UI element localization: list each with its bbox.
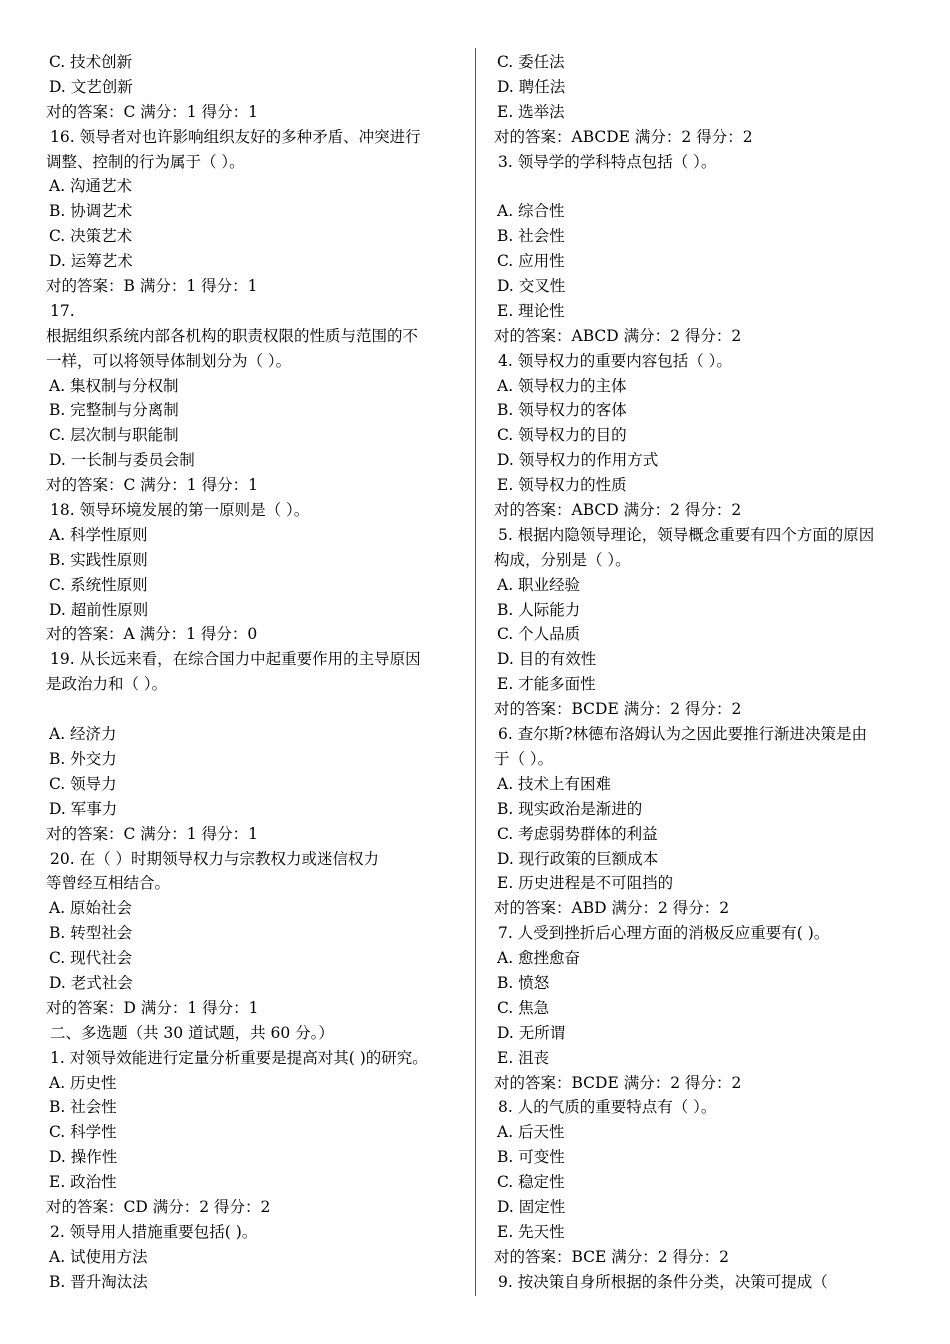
answer-option: A. 经济力	[49, 725, 117, 744]
left-column	[46, 50, 466, 1295]
column-divider	[475, 48, 476, 1296]
answer-option: C. 领导权力的目的	[497, 426, 627, 445]
question-text: 7. 人受到挫折后心理方面的消极反应重要有( )。	[498, 924, 830, 943]
answer-option: C. 决策艺术	[49, 227, 133, 246]
answer-option: C. 科学性	[49, 1123, 117, 1142]
answer-option: D. 操作性	[49, 1148, 118, 1167]
question-text-continued: 调整、控制的行为属于（ ）。	[46, 152, 245, 171]
answer-option: C. 焦急	[497, 998, 550, 1017]
question-text: 18. 领导环境发展的第一原则是（ ）。	[50, 501, 310, 520]
answer-option: D. 超前性原则	[49, 600, 149, 619]
answer-option: E. 才能多面性	[497, 675, 596, 694]
question-text-continued: 根据组织系统内部各机构的职责权限的性质与范围的不	[46, 326, 419, 345]
answer-option: B. 人际能力	[497, 600, 581, 619]
answer-option: D. 无所谓	[497, 1023, 566, 1042]
question-text-continued: 于（ ）。	[494, 749, 554, 768]
question-text: 20. 在（ ）时期领导权力与宗教权力或迷信权力	[50, 849, 380, 868]
correct-answer-line: 对的答案：ABCD 满分：2 得分：2	[494, 501, 742, 520]
answer-option: E. 政治性	[49, 1173, 117, 1192]
answer-option: C. 稳定性	[497, 1173, 565, 1192]
answer-option: D. 聘任法	[497, 77, 566, 96]
question-text: 19. 从长远来看，在综合国力中起重要作用的主导原因	[50, 650, 421, 669]
answer-option: B. 愤怒	[497, 973, 550, 992]
question-text: 2. 领导用人措施重要包括( )。	[50, 1222, 258, 1241]
answer-option: B. 可变性	[497, 1148, 565, 1167]
answer-option: B. 领导权力的客体	[497, 401, 627, 420]
answer-option: D. 现行政策的巨额成本	[497, 849, 659, 868]
correct-answer-line: 对的答案：BCE 满分：2 得分：2	[494, 1247, 729, 1266]
answer-option: D. 军事力	[49, 799, 118, 818]
answer-option: B. 完整制与分离制	[49, 401, 179, 420]
answer-option: D. 老式社会	[49, 973, 133, 992]
correct-answer-line: 对的答案：C 满分：1 得分：1	[46, 102, 258, 121]
answer-option: A. 技术上有困难	[497, 774, 612, 793]
correct-answer-line: 对的答案：ABCDE 满分：2 得分：2	[494, 127, 753, 146]
question-text: 1. 对领导效能进行定量分析重要是提高对其( )的研究。	[50, 1048, 428, 1067]
answer-option: D. 运筹艺术	[49, 252, 133, 271]
correct-answer-line: 对的答案：A 满分：1 得分：0	[46, 625, 258, 644]
question-text: 9. 按决策自身所根据的条件分类，决策可提成（	[498, 1272, 828, 1291]
question-text: 17.	[50, 301, 75, 320]
answer-option: D. 一长制与委员会制	[49, 451, 195, 470]
answer-option: B. 转型社会	[49, 924, 133, 943]
blank-line	[494, 174, 912, 199]
answer-option: C. 层次制与职能制	[49, 426, 179, 445]
answer-option: B. 外交力	[49, 749, 117, 768]
correct-answer-line: 对的答案：BCDE 满分：2 得分：2	[494, 1073, 742, 1092]
answer-option: B. 实践性原则	[49, 550, 148, 569]
answer-option: C. 应用性	[497, 252, 565, 271]
correct-answer-line: 对的答案：B 满分：1 得分：1	[46, 277, 258, 296]
correct-answer-line: 对的答案：C 满分：1 得分：1	[46, 824, 258, 843]
question-text: 16. 领导者对也许影响组织友好的多种矛盾、冲突进行	[50, 127, 421, 146]
correct-answer-line: 对的答案：ABD 满分：2 得分：2	[494, 899, 730, 918]
answer-option: A. 愈挫愈奋	[497, 949, 581, 968]
answer-option: D. 交叉性	[497, 277, 566, 296]
answer-option: C. 个人品质	[497, 625, 581, 644]
answer-option: E. 领导权力的性质	[497, 476, 627, 495]
correct-answer-line: 对的答案：CD 满分：2 得分：2	[46, 1197, 271, 1216]
question-text-continued: 构成，分别是（ ）。	[494, 550, 631, 569]
answer-option: D. 领导权力的作用方式	[497, 451, 659, 470]
correct-answer-line: 对的答案：C 满分：1 得分：1	[46, 476, 258, 495]
answer-option: D. 固定性	[497, 1197, 566, 1216]
question-text: 3. 领导学的学科特点包括（ ）。	[498, 152, 717, 171]
answer-option: A. 历史性	[49, 1073, 117, 1092]
answer-option: A. 沟通艺术	[49, 177, 133, 196]
question-text: 二、多选题（共 30 道试题，共 60 分。）	[50, 1023, 334, 1042]
question-text: 5. 根据内隐领导理论，领导概念重要有四个方面的原因	[498, 525, 875, 544]
answer-option: A. 集权制与分权制	[49, 376, 179, 395]
answer-option: C. 技术创新	[49, 53, 133, 71]
answer-option: A. 试使用方法	[49, 1247, 148, 1266]
answer-option: B. 现实政治是渐进的	[497, 799, 643, 818]
answer-option: C. 考虑弱势群体的利益	[497, 824, 658, 843]
correct-answer-line: 对的答案：ABCD 满分：2 得分：2	[494, 326, 742, 345]
answer-option: C. 系统性原则	[49, 575, 148, 594]
answer-option: D. 文艺创新	[49, 77, 133, 96]
correct-answer-line: 对的答案：BCDE 满分：2 得分：2	[494, 700, 742, 719]
answer-option: E. 理论性	[497, 301, 565, 320]
question-text: 6. 查尔斯?林德布洛姆认为之因此要推行渐进决策是由	[498, 725, 868, 744]
answer-option: B. 社会性	[49, 1098, 117, 1117]
answer-option: B. 社会性	[497, 227, 565, 246]
answer-option: A. 领导权力的主体	[497, 376, 627, 395]
answer-option: E. 历史进程是不可阻挡的	[497, 874, 674, 893]
answer-option: A. 科学性原则	[49, 525, 148, 544]
blank-line	[46, 697, 466, 722]
answer-option: A. 原始社会	[49, 899, 133, 918]
answer-option: A. 职业经验	[497, 575, 581, 594]
answer-option: E. 先天性	[497, 1222, 565, 1241]
question-text-continued: 等曾经互相结合。	[46, 874, 171, 893]
answer-option: C. 现代社会	[49, 949, 133, 968]
answer-option: D. 目的有效性	[497, 650, 597, 669]
answer-option: B. 晋升淘汰法	[49, 1272, 148, 1291]
answer-option: E. 沮丧	[497, 1048, 550, 1067]
answer-option: C. 领导力	[49, 774, 117, 793]
question-text: 4. 领导权力的重要内容包括（ ）。	[498, 351, 732, 370]
answer-option: E. 选举法	[497, 102, 565, 121]
answer-option: A. 后天性	[497, 1123, 565, 1142]
answer-option: B. 协调艺术	[49, 202, 133, 221]
answer-option: A. 综合性	[497, 202, 565, 221]
question-text-continued: 一样，可以将领导体制划分为（ ）。	[46, 351, 292, 370]
correct-answer-line: 对的答案：D 满分：1 得分：1	[46, 998, 259, 1017]
question-text: 8. 人的气质的重要特点有（ ）。	[498, 1098, 717, 1117]
question-text-continued: 是政治力和（ ）。	[46, 675, 168, 694]
answer-option: C. 委任法	[497, 53, 565, 71]
right-column	[494, 50, 912, 1295]
